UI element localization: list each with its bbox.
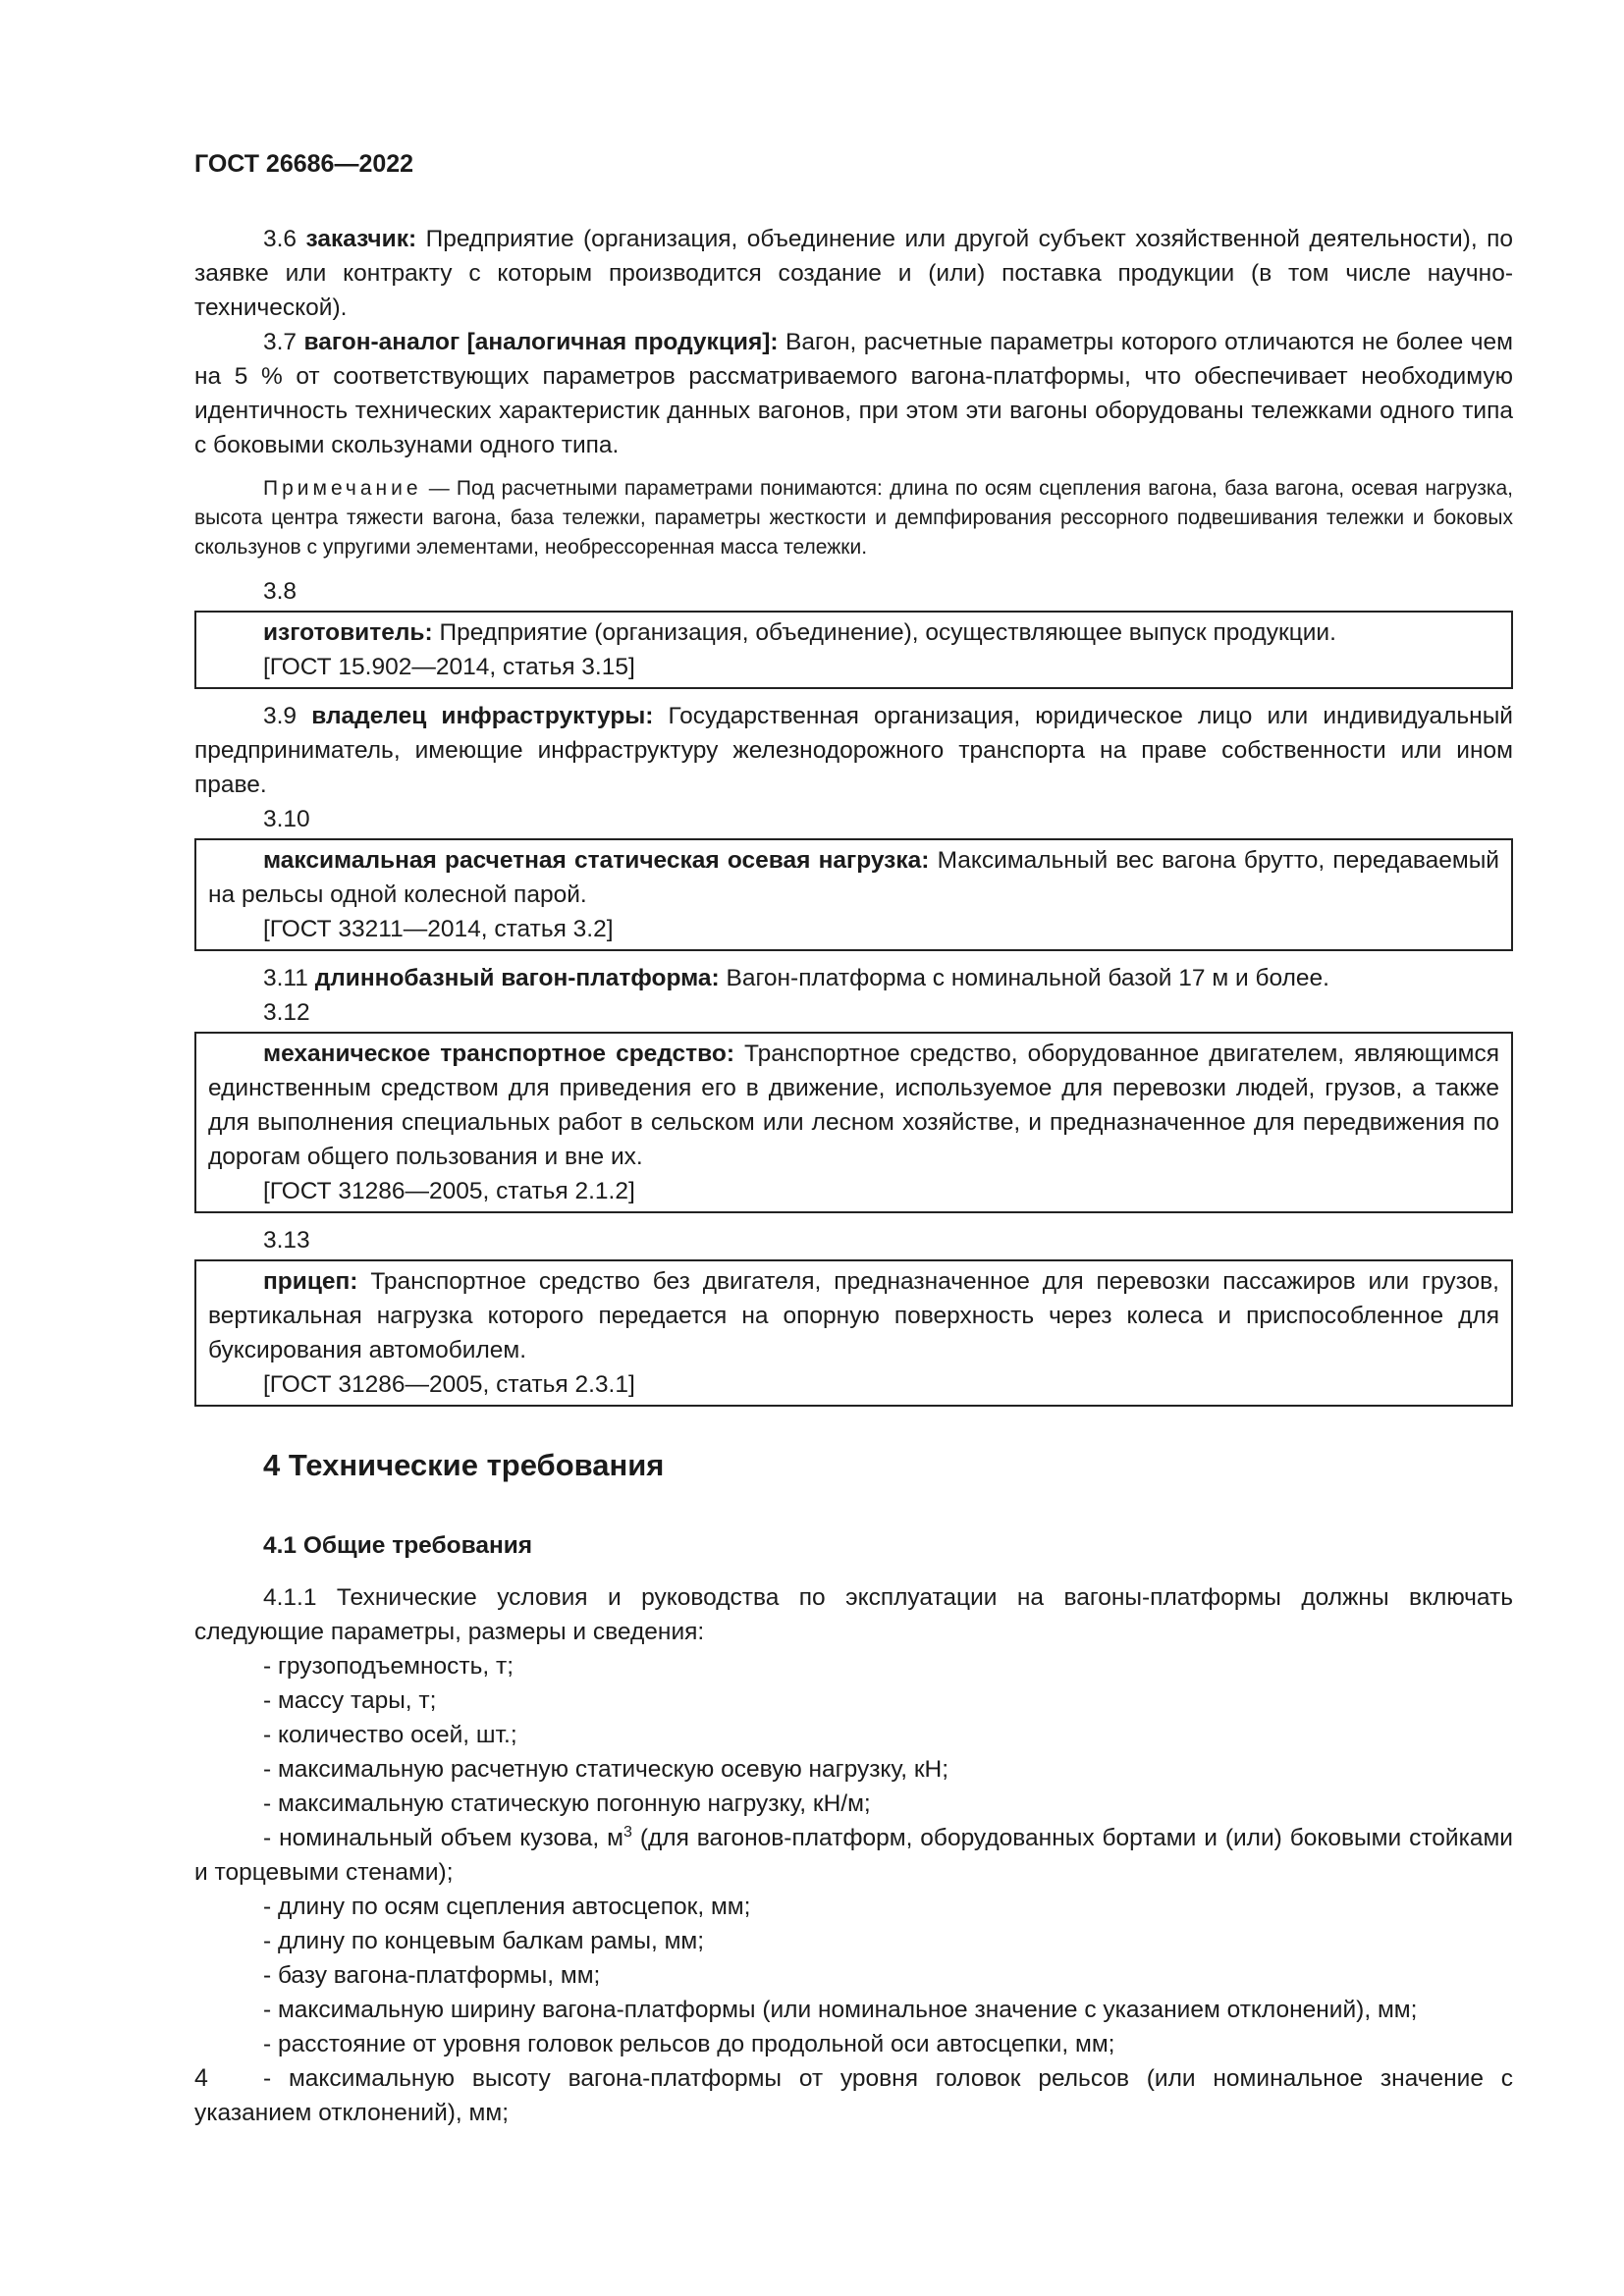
term-number: 3.6 — [263, 226, 306, 252]
list-item-text: - номинальный объем кузова, м — [263, 1825, 623, 1851]
subsection-heading: 4.1 Общие требования — [263, 1532, 533, 1559]
list-item: - максимальную ширину вагона-платформы (или номинальное значение с указанием отклонений), мм; — [263, 1997, 1418, 2023]
term-3-10 — [208, 843, 1499, 912]
note-text: — Под расчетными параметрами понимаются: длина по осям сцепления вагона, база вагона, осевая нагрузка, высота центра тяжести вагона, база тележки, параметры жесткости и демпфирования рессорного подвешивания тележки и боковых скользунов с упругими элементами, необрессоренная масса тележки. — [194, 477, 1513, 559]
list-item: - длину по осям сцепления автосцепок, мм; — [263, 1894, 751, 1920]
term-title: заказчик: — [305, 226, 417, 252]
term-definition: Государственная организация, юридическое лицо или индивидуальный предприниматель, имеющие инфраструктуру железнодорожного транспорта на праве собственности или ином праве. — [194, 703, 1513, 798]
note-paragraph — [194, 474, 1513, 562]
page-content — [194, 222, 1513, 2130]
term-3-7 — [194, 325, 1513, 462]
term-3-10-box — [194, 838, 1513, 951]
term-title: прицеп: — [263, 1268, 358, 1295]
list-item: - максимальную расчетную статическую осевую нагрузку, кН; — [263, 1756, 949, 1783]
term-title: максимальная расчетная статическая осевая нагрузка: — [263, 847, 930, 874]
term-number: 3.11 — [263, 965, 315, 991]
list-item: - максимальную высоту вагона-платформы от уровня головок рельсов (или номинальное значение с указанием отклонений), мм; — [194, 2065, 1513, 2126]
term-number: 3.7 — [263, 329, 304, 355]
note-label: Примечание — [263, 477, 422, 500]
term-3-12-box — [194, 1032, 1513, 1213]
list-item: - максимальную статическую погонную нагрузку, кН/м; — [263, 1790, 871, 1817]
term-definition: Максимальный вес вагона брутто, передаваемый на рельсы одной колесной парой. — [208, 847, 1499, 908]
term-definition: Транспортное средство, оборудованное двигателем, являющимся единственным средством для приведения его в движение, используемое для перевозки людей, грузов, а также для выполнения специальных работ в сельском или лесном хозяйстве, и предназначенное для передвижения по дорогам общего пользования и вне их. — [208, 1041, 1499, 1170]
section-heading: 4 Технические требования — [263, 1448, 665, 1482]
term-3-8 — [208, 615, 1499, 650]
term-3-8-number: 3.8 — [263, 578, 298, 605]
term-definition: Предприятие (организация, объединение), осуществляющее выпуск продукции. — [432, 619, 1336, 646]
term-title: длиннобазный вагон-платформа: — [314, 965, 720, 991]
clause-4-1-1: 4.1.1 Технические условия и руководства по эксплуатации на вагоны-платформы должны включать следующие параметры, размеры и сведения: — [194, 1584, 1513, 1645]
term-3-13-number: 3.13 — [263, 1227, 310, 1254]
term-definition: Вагон, расчетные параметры которого отличаются не более чем на 5 % от соответствующих параметров рассматриваемого вагона-платформы, что обеспечивает необходимую идентичность технических характеристик данных вагонов, при этом эти вагоны оборудованы тележками одного типа с боковыми скользунами одного типа. — [194, 329, 1513, 458]
list-item: - длину по концевым балкам рамы, мм; — [263, 1928, 705, 1954]
term-source: [ГОСТ 31286—2005, статья 2.3.1] — [263, 1371, 635, 1398]
page-number: 4 — [194, 2064, 208, 2092]
list-item-text: (для вагонов-платформ, оборудованных бортами и (или) боковыми стойками и торцевыми стенами); — [194, 1825, 1513, 1886]
list-item: - базу вагона-платформы, мм; — [263, 1962, 601, 1989]
term-source: [ГОСТ 15.902—2014, статья 3.15] — [263, 654, 635, 680]
term-definition: Транспортное средство без двигателя, предназначенное для перевозки пассажиров или грузов, вертикальная нагрузка которого передается на опорную поверхность через колеса и приспособленное для буксирования автомобилем. — [208, 1268, 1499, 1363]
term-3-11 — [194, 961, 1513, 995]
term-source: [ГОСТ 31286—2005, статья 2.1.2] — [263, 1178, 635, 1204]
term-title: механическое транспортное средство: — [263, 1041, 735, 1067]
list-item: - грузоподъемность, т; — [263, 1653, 514, 1680]
list-item — [194, 1821, 1513, 1890]
term-3-13-box — [194, 1259, 1513, 1407]
term-definition: Предприятие (организация, объединение или другой субъект хозяйственной деятельности), по заявке или контракту с которым производится создание и (или) поставка продукции (в том числе научно-технической). — [194, 226, 1513, 321]
list-item: - расстояние от уровня головок рельсов до продольной оси автосцепки, мм; — [263, 2031, 1115, 2057]
term-title: вагон-аналог [аналогичная продукция]: — [303, 329, 779, 355]
term-number: 3.9 — [263, 703, 312, 729]
term-3-12-number: 3.12 — [263, 999, 310, 1026]
term-source: [ГОСТ 33211—2014, статья 3.2] — [263, 916, 614, 942]
term-definition: Вагон-платформа с номинальной базой 17 м и более. — [719, 965, 1329, 991]
term-3-10-number: 3.10 — [263, 806, 310, 832]
term-3-8-box — [194, 611, 1513, 689]
term-3-9 — [194, 699, 1513, 802]
term-3-13 — [208, 1264, 1499, 1367]
list-item: - массу тары, т; — [263, 1687, 437, 1714]
term-title: владелец инфраструктуры: — [311, 703, 654, 729]
list-item: - количество осей, шт.; — [263, 1722, 517, 1748]
term-3-12 — [208, 1037, 1499, 1174]
term-title: изготовитель: — [263, 619, 433, 646]
superscript: 3 — [623, 1823, 632, 1841]
document-header: ГОСТ 26686—2022 — [194, 150, 414, 178]
term-3-6 — [194, 222, 1513, 325]
